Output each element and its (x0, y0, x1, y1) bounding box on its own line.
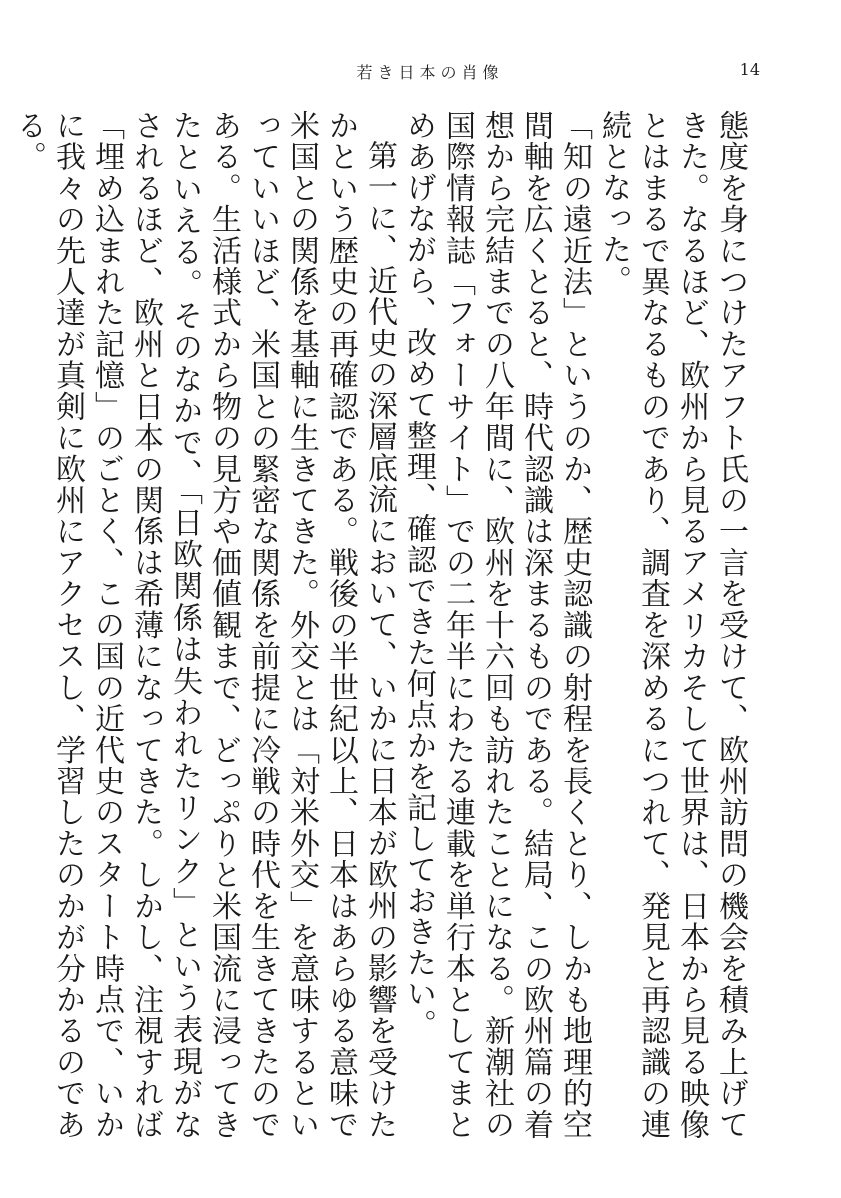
page-number: 14 (739, 60, 760, 79)
paragraph-3: 第一に、近代史の深層底流において、いかに日本が欧州の影響を受けたかという歴史の再確認である。戦後の半世紀以上、日本はあらゆる意味で米国との関係を基軸に生きてきた。外交とは「対米外交」を意味するといっていいほど、米国との緊密な関係を前提に冷戦の時代を生きてきたのである。生活様式から物の見方や価値観まで、どっぷりと米国流に浸ってきたといえる。そのなかで、「日欧関係は失われたリンク」という表現がなされるほど、欧州と日本の関係は希薄になってきた。しかし、注視すれば「埋め込まれた記憶」のごとく、この国の近代史のスタート時点で、いかに我々の先人達が真剣に欧州にアクセスし、学習したのかが分かるのである。 (11, 110, 397, 1140)
running-head-title: 若き日本の肖像 (356, 63, 504, 82)
vertical-body-text (11, 110, 750, 1140)
paragraph-2: 「知の遠近法」というのか、歴史認識の射程を長くとり、しかも地理的空間軸を広くとると、時代認識は深まるものである。結局、この欧州篇の着想から完結までの八年間に、欧州を十六回も訪れたことになる。新潮社の国際情報誌「フォーサイト」での二年半にわたる連載を単行本としてまとめあげながら、改めて整理、確認できた何点かを記しておきたい。 (401, 110, 592, 1140)
paragraph-1: 態度を身につけたアフト氏の一言を受けて、欧州訪問の機会を積み上げてきた。なるほど、欧州から見るアメリカそして世界は、日本から見る映像とはまるで異なるものであり、調査を深めるにつれて、発見と再認識の連続となった。 (596, 110, 748, 1140)
